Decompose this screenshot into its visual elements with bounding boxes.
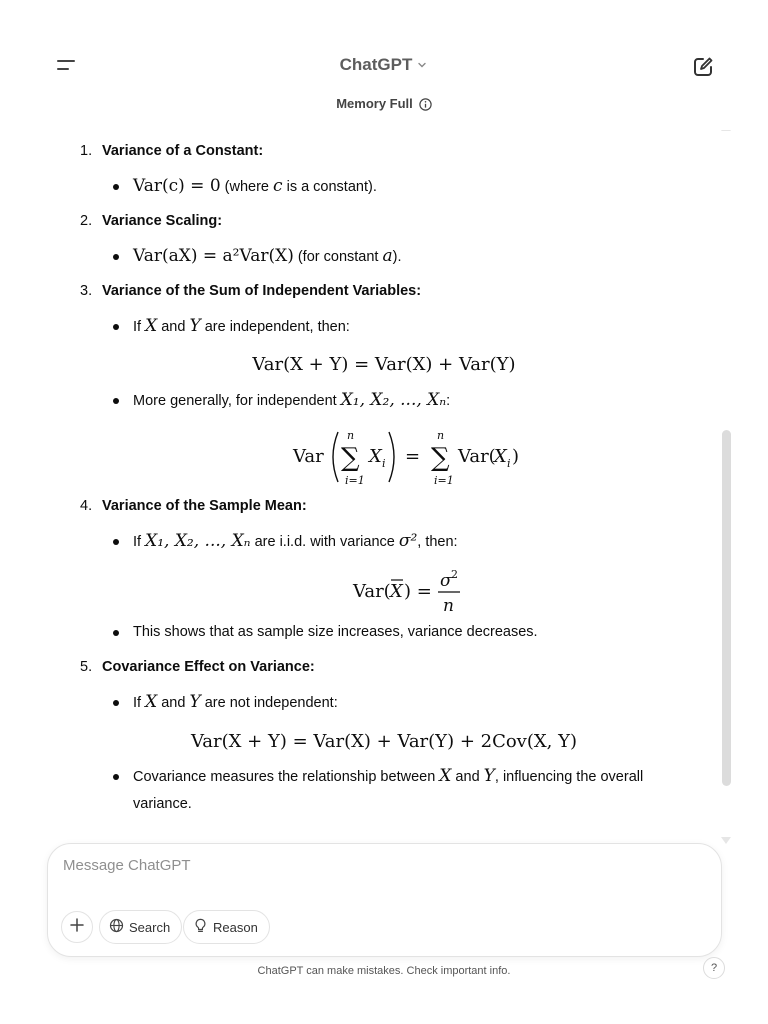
svg-text:n: n (347, 429, 355, 442)
math-variable: Y (189, 692, 201, 712)
math-variable: Y (483, 766, 495, 786)
math-variable: Y (189, 316, 201, 336)
bullet-text: More generally, for independent (133, 393, 341, 409)
scrollbar-thumb[interactable] (722, 430, 731, 786)
disclaimer-text: ChatGPT can make mistakes. Check important info. (257, 965, 511, 977)
list-label: Variance of the Sum of Independent Variables: (102, 283, 422, 299)
bullet-text: ). (392, 249, 402, 265)
list-item-2 (80, 213, 222, 229)
bullet-item (113, 173, 673, 201)
equation-sum-generalized (290, 424, 530, 490)
math-expression: Var(aX) = a²Var(X) (133, 246, 294, 266)
bullet-text: If (133, 319, 146, 335)
reason-button[interactable] (183, 910, 270, 944)
message-input[interactable] (63, 857, 683, 874)
bullet-text: (for constant (293, 249, 383, 265)
bullet-text: (where (220, 179, 274, 195)
list-item-1 (80, 143, 263, 159)
bullet-item (113, 619, 673, 646)
svg-text:n: n (443, 596, 454, 616)
svg-text:i=1: i=1 (345, 474, 365, 487)
math-variable: X (145, 316, 158, 336)
bullet-text: and (451, 769, 484, 785)
bullet-item (113, 387, 673, 415)
bullet-text: , influencing the overall variance. (133, 769, 644, 812)
bullet-dot (113, 254, 119, 260)
bullet-dot (113, 184, 119, 190)
attach-button[interactable] (61, 911, 93, 943)
list-number: 1. (80, 143, 93, 159)
plus-icon (69, 917, 85, 938)
equation-sample-mean (350, 565, 470, 617)
equation-sum-independent: Var(X + Y) = Var(X) + Var(Y) (252, 354, 516, 375)
scroll-down-arrow-icon[interactable] (720, 833, 732, 843)
bullet-dot (113, 398, 119, 404)
svg-text:∑: ∑ (341, 443, 360, 473)
memory-status[interactable] (0, 96, 768, 114)
model-title: ChatGPT (339, 55, 413, 74)
math-variable: σ² (398, 531, 418, 551)
bullet-text: , then: (417, 534, 458, 550)
svg-text:X: X (369, 446, 382, 467)
math-variable: X (145, 692, 158, 712)
svg-text:i: i (382, 457, 386, 470)
svg-text:n: n (437, 429, 445, 442)
reason-label: Reason (213, 919, 258, 935)
bullet-text: are not independent: (200, 695, 338, 711)
info-icon (419, 98, 432, 114)
bullet-dot (113, 700, 119, 706)
svg-text:2: 2 (451, 568, 458, 581)
list-item-3 (80, 283, 421, 299)
search-label: Search (129, 919, 171, 935)
math-expression: Var(c) = 0 (133, 176, 221, 196)
bullet-dot (113, 774, 119, 780)
math-variable: X (439, 766, 452, 786)
bullet-item (113, 528, 673, 556)
math-variable: X₁, X₂, ..., Xₙ (340, 390, 447, 410)
model-selector[interactable] (0, 55, 768, 76)
svg-text:i: i (507, 457, 511, 470)
bullet-item (113, 243, 673, 271)
list-item-5 (80, 659, 315, 675)
bullet-text: are independent, then: (200, 319, 350, 335)
svg-text:Var(: Var( (353, 581, 391, 602)
list-number: 4. (80, 498, 93, 514)
svg-text:=: = (405, 446, 421, 467)
bullet-text: are i.i.d. with variance (250, 534, 399, 550)
list-item-4 (80, 498, 307, 514)
bullet-text: Covariance measures the relationship between (133, 769, 440, 785)
memory-label: Memory Full (336, 96, 413, 111)
globe-icon (109, 918, 129, 936)
math-variable: a (382, 246, 393, 266)
svg-text:σ: σ (440, 571, 452, 591)
svg-text:Var(: Var( (458, 446, 496, 467)
svg-text:): ) (512, 446, 520, 467)
lightbulb-icon (193, 918, 213, 936)
list-number: 3. (80, 283, 93, 299)
bullet-text: is a constant). (282, 179, 377, 195)
list-label: Variance of the Sample Mean: (102, 498, 307, 514)
bullet-item (113, 313, 673, 341)
list-label: Variance Scaling: (102, 213, 223, 229)
svg-text:∑: ∑ (431, 443, 450, 473)
equation-covariance: Var(X + Y) = Var(X) + Var(Y) + 2Cov(X, Y) (190, 731, 578, 752)
bullet-dot (113, 324, 119, 330)
svg-text:Var: Var (293, 446, 324, 467)
math-variable: c (273, 176, 283, 196)
bullet-text: If (133, 534, 146, 550)
bullet-dot (113, 539, 119, 545)
svg-text:i=1: i=1 (434, 474, 454, 487)
search-button[interactable] (99, 910, 182, 944)
bullet-dot (113, 630, 119, 636)
svg-text:) =: ) = (404, 581, 432, 602)
help-button[interactable]: ? (703, 957, 725, 979)
bullet-item (113, 763, 673, 818)
bullet-text: If (133, 695, 146, 711)
message-composer (47, 843, 722, 957)
svg-text:X: X (390, 581, 403, 602)
bullet-text: and (157, 319, 190, 335)
list-label: Covariance Effect on Variance: (102, 659, 315, 675)
chat-header (0, 0, 768, 130)
bullet-text: : (446, 393, 451, 409)
chevron-down-icon (416, 56, 428, 76)
svg-text:X: X (494, 446, 507, 467)
bullet-text: This shows that as sample size increases, variance decreases. (133, 624, 538, 640)
list-number: 5. (80, 659, 93, 675)
bullet-item (113, 689, 673, 717)
list-number: 2. (80, 213, 93, 229)
list-label: Variance of a Constant: (102, 143, 264, 159)
new-chat-icon[interactable] (690, 54, 716, 80)
bullet-text: and (157, 695, 190, 711)
math-variable: X₁, X₂, ..., Xₙ (145, 531, 251, 551)
